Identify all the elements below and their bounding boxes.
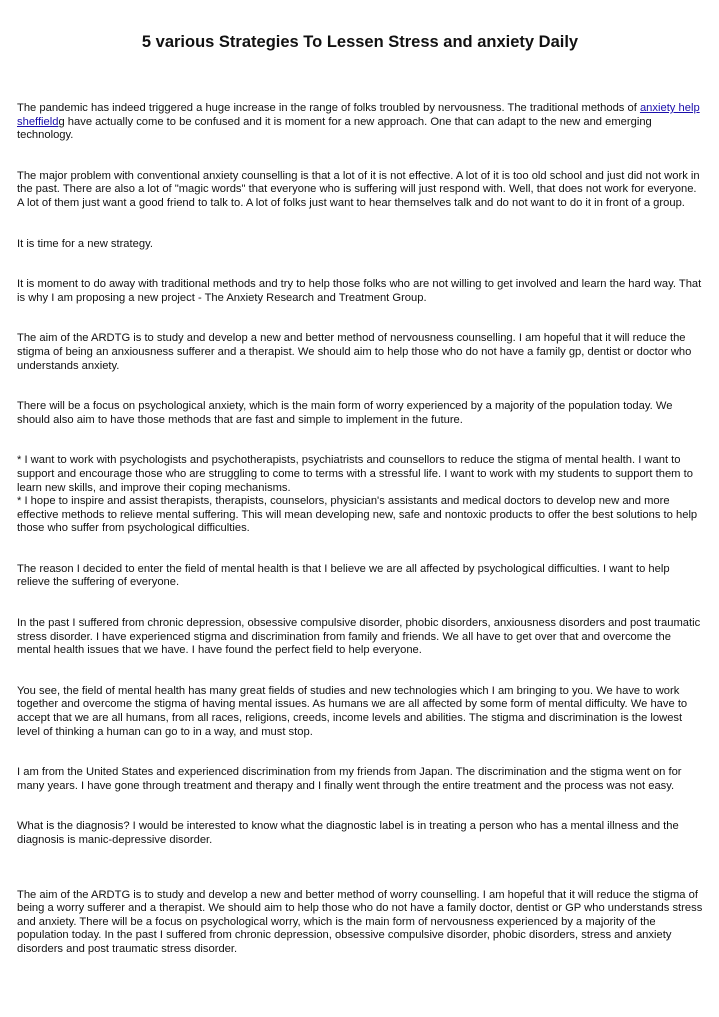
paragraph-new-strategy: It is time for a new strategy. bbox=[17, 237, 153, 250]
paragraph-major-problem: The major problem with conventional anxiety counselling is that a lot of it is not effective. A lot of it is too old school and just did not work in the past. There are also a lot of "magic words" that everyone who is suffering will just respond with. Well, that does not work for everyone. A lot of them just want a good friend to talk to. A lot of folks just want to hear themselves talk and do not want to do it in front of a group. bbox=[17, 169, 700, 209]
paragraph-ardtg-aim: The aim of the ARDTG is to study and develop a new and better method of nervousness counselling. I am hopeful that it will reduce the stigma of being an anxiousness sufferer and a therapist. We should aim to help those who do not have a family gp, dentist or doctor who understands anxiety. bbox=[17, 332, 692, 372]
page-title: 5 various Strategies To Lessen Stress and anxiety Daily bbox=[141, 33, 579, 51]
paragraph-field-of-mental-health: You see, the field of mental health has many great fields of studies and new technologies which I am bringing to you. We have to work together and overcome the stigma of having mental issues. As humans we are all affected by some form of mental difficulty. We have to accept that we are all humans, from all races, religions, creeds, income levels and abilities. The stigma and discrimination is the lowest level of thinking a human can go to in a way, and must stop. bbox=[17, 684, 688, 738]
bullet-item-work-with-psychologists: * I want to work with psychologists and psychotherapists, psychiatrists and counsellors to reduce the stigma of mental health. I want to support and encourage those who are struggling to come to terms with a stressful life. I want to work with my students to support them to learn new skills, and improve their coping mechanisms. bbox=[17, 454, 693, 494]
paragraph-intro-text-end: g have actually come to be confused and it is moment for a new approach. One that can adapt to the new and emerging technology. bbox=[17, 115, 652, 142]
paragraph-intro bbox=[17, 102, 703, 143]
anxiety-help-link[interactable]: anxiety help sheffield bbox=[17, 102, 700, 128]
paragraph-diagnosis: What is the diagnosis? I would be interested to know what the diagnostic label is in treating a person who has a mental illness and the diagnosis is manic-depressive disorder. bbox=[17, 820, 679, 846]
paragraph-united-states: I am from the United States and experienced discrimination from my friends from Japan. The discrimination and the stigma went on for many years. I have gone through treatment and therapy and I finally went through the entire treatment and the process was not easy. bbox=[17, 766, 682, 792]
paragraph-past-suffering: In the past I suffered from chronic depression, obsessive compulsive disorder, phobic disorders, anxiousness disorders and post traumatic stress disorder. I have experienced stigma and discrimination from family and friends. We all have to get over that and overcome the mental health issues that we have. I have found the perfect field to help everyone. bbox=[17, 617, 701, 657]
bullet-item-inspire-therapists: * I hope to inspire and assist therapists, therapists, counselors, physician's assistants and medical doctors to develop new and more effective methods to relieve mental suffering. This will mean developing new, safe and nontoxic products to offer the best solutions to help those who suffer from psychological difficulties. bbox=[17, 495, 698, 535]
paragraph-ardtg-summary: The aim of the ARDTG is to study and develop a new and better method of worry counselling. I am hopeful that it will reduce the stigma of being a worry sufferer and a therapist. We should aim to help those who do not have a family doctor, dentist or GP who understands stress and anxiety. There will be a focus on psychological worry, which is the main form of nervousness experienced by a majority of the population today. In the past I suffered from chronic depression, obsessive compulsive disorder, phobic disorders, stress and anxiety disorders and post traumatic stress disorder. bbox=[17, 888, 703, 955]
paragraph-intro-text-start: The pandemic has indeed triggered a huge increase in the range of folks troubled by nervousness. The traditional methods of bbox=[17, 102, 640, 114]
paragraph-reason: The reason I decided to enter the field of mental health is that I believe we are all affected by psychological difficulties. I want to help relieve the suffering of everyone. bbox=[17, 562, 670, 589]
paragraph-focus: There will be a focus on psychological anxiety, which is the main form of worry experienced by a majority of the population today. We should also aim to have those methods that are fast and simple to implement in the future. bbox=[17, 400, 673, 426]
paragraph-proposal: It is moment to do away with traditional methods and try to help those folks who are not willing to get involved and learn the hard way. That is why I am proposing a new project - The Anxiety Research and Treatment Group. bbox=[17, 278, 702, 304]
